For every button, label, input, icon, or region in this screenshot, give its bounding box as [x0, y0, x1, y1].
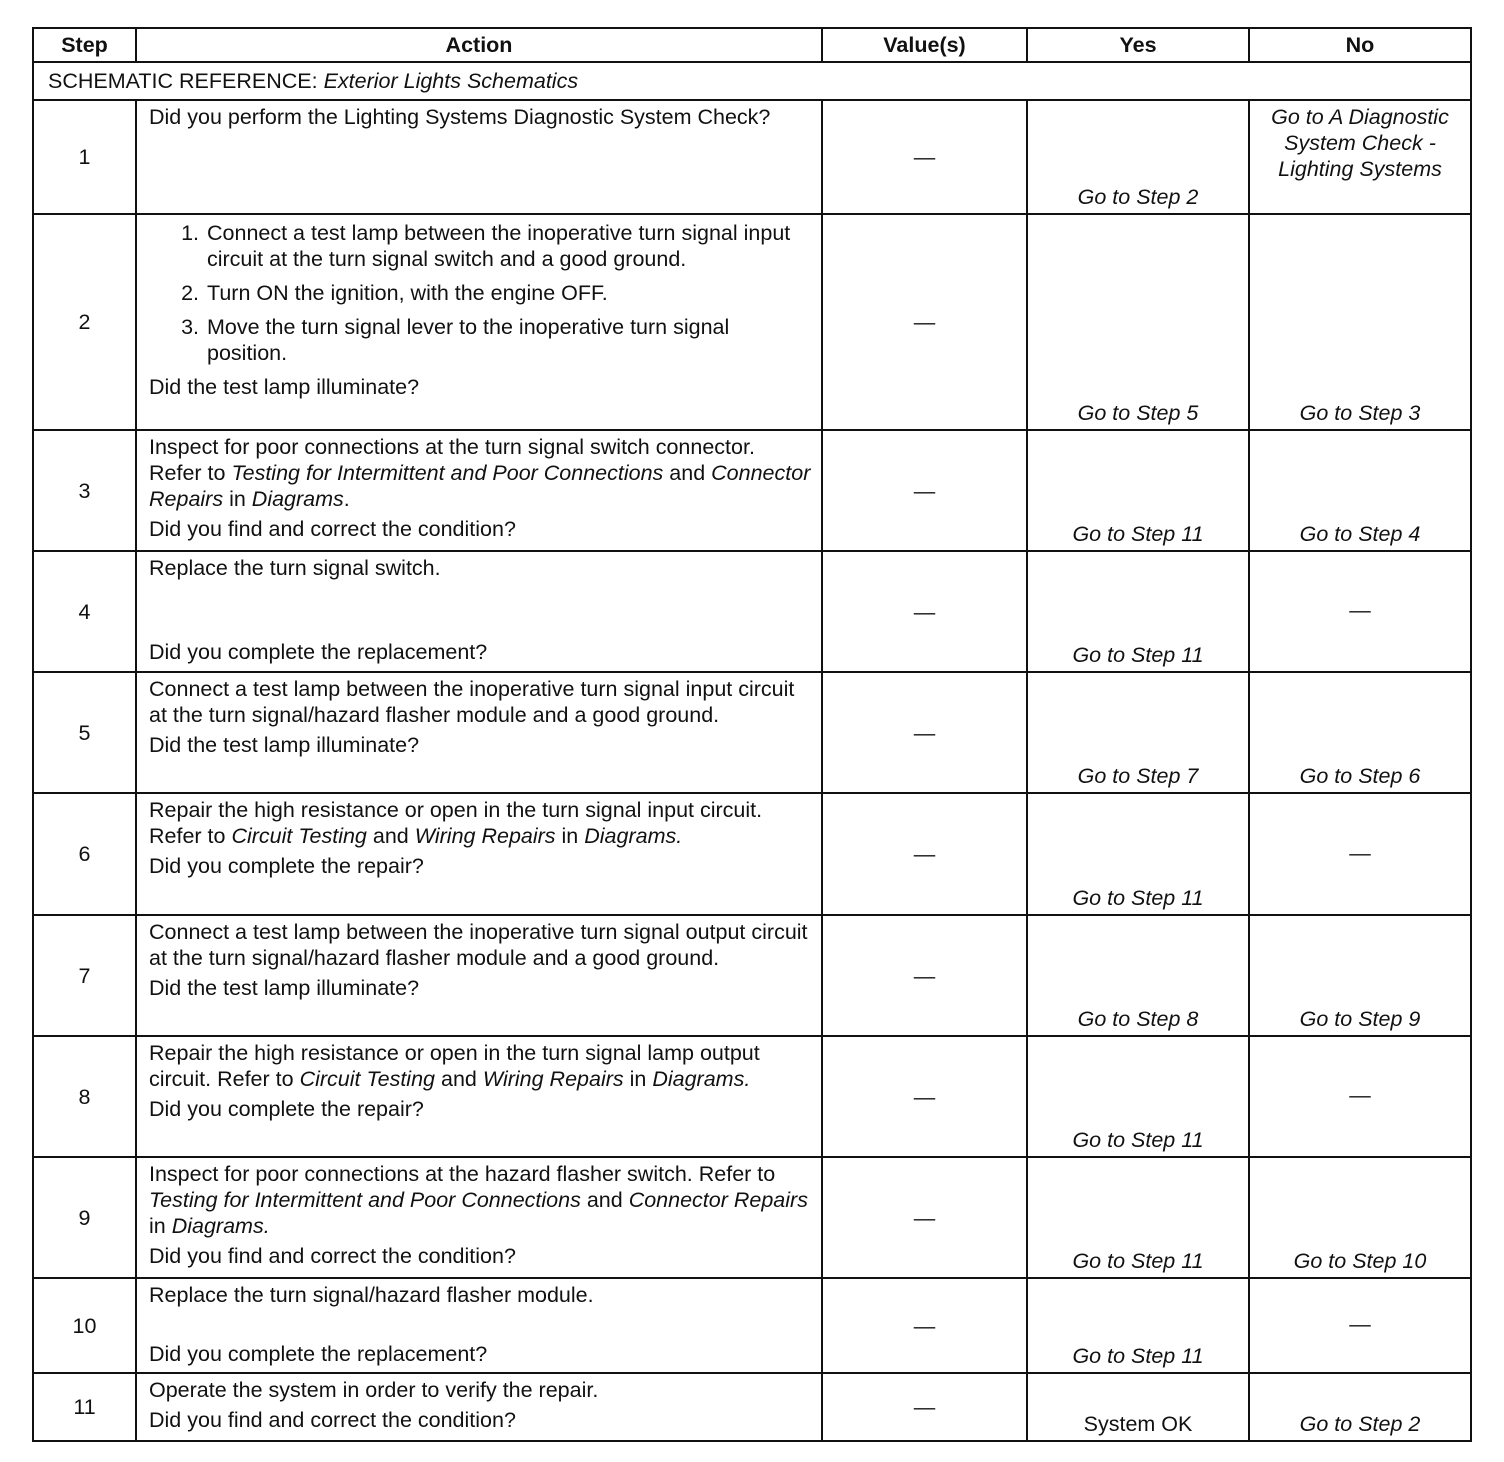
yes-cell: Go to Step 11 — [1027, 430, 1249, 551]
step-number: 4 — [33, 551, 136, 672]
step-number: 7 — [33, 915, 136, 1036]
yes-cell: Go to Step 8 — [1027, 915, 1249, 1036]
table-row — [33, 1373, 1471, 1441]
yes-cell: Go to Step 11 — [1027, 1157, 1249, 1278]
action-text: Did you perform the Lighting Systems Diagnostic System Check? — [149, 105, 771, 129]
header-step: Step — [33, 28, 136, 62]
value-cell: — — [822, 551, 1027, 672]
step-number: 8 — [33, 1036, 136, 1157]
text-run: and — [440, 1067, 477, 1091]
step-number: 11 — [33, 1373, 136, 1441]
diagnostic-page — [32, 27, 1470, 1442]
document-reference: Diagrams. — [652, 1067, 751, 1091]
yes-cell: System OK — [1027, 1373, 1249, 1441]
no-cell: — — [1249, 1036, 1471, 1157]
value-cell: — — [822, 1036, 1027, 1157]
diagnostic-table — [32, 27, 1472, 1442]
text-run: and — [586, 1188, 623, 1212]
text-run: and — [372, 824, 409, 848]
document-reference: Testing for Intermittent and Poor Connections — [231, 461, 664, 485]
action-text: Connect a test lamp between the inoperative turn signal input circuit at the turn signal/hazard flasher module and a good ground. — [149, 677, 795, 727]
document-reference: Diagrams. — [584, 824, 683, 848]
table-row — [33, 551, 1471, 672]
text-run: Repair the high resistance or open in the turn signal input circuit. Refer to — [149, 798, 763, 848]
action-question: Did you complete the repair? — [149, 854, 424, 878]
action-cell — [136, 1036, 822, 1157]
header-values: Value(s) — [822, 28, 1027, 62]
action-text — [149, 797, 811, 849]
action-cell — [136, 551, 822, 672]
action-cell — [136, 1278, 822, 1373]
text-run: in — [561, 824, 579, 848]
action-text — [149, 1040, 811, 1092]
text-run: and — [669, 461, 706, 485]
schematic-row — [33, 62, 1471, 100]
document-reference: Circuit Testing — [231, 824, 367, 848]
header-no: No — [1249, 28, 1471, 62]
text-run: . — [343, 487, 350, 511]
table-row — [33, 1278, 1471, 1373]
value-cell: — — [822, 100, 1027, 214]
header-yes: Yes — [1027, 28, 1249, 62]
table-row — [33, 1157, 1471, 1278]
yes-cell: Go to Step 11 — [1027, 793, 1249, 915]
action-cell — [136, 672, 822, 793]
document-reference: Wiring Repairs — [414, 824, 556, 848]
action-list-item: 1. Connect a test lamp between the inoperative turn signal input circuit at the turn signal switch and a good ground. — [205, 220, 811, 272]
value-cell: — — [822, 1157, 1027, 1278]
step-number: 6 — [33, 793, 136, 915]
document-reference: Diagrams. — [171, 1214, 270, 1238]
action-question: Did you find and correct the condition? — [149, 1244, 516, 1268]
action-question: Did you complete the repair? — [149, 1097, 424, 1121]
table-row — [33, 430, 1471, 551]
action-list — [149, 220, 811, 366]
value-cell: — — [822, 1373, 1027, 1441]
no-cell: Go to Step 4 — [1249, 430, 1471, 551]
yes-cell: Go to Step 5 — [1027, 214, 1249, 430]
document-reference: Circuit Testing — [299, 1067, 435, 1091]
yes-cell: Go to Step 11 — [1027, 1278, 1249, 1373]
value-cell: — — [822, 672, 1027, 793]
no-cell: Go to Step 6 — [1249, 672, 1471, 793]
text-run: Inspect for poor connections at the hazard flasher switch. Refer to — [149, 1162, 776, 1186]
table-row — [33, 100, 1471, 214]
yes-cell: Go to Step 11 — [1027, 1036, 1249, 1157]
schematic-link: Exterior Lights Schematics — [323, 69, 579, 93]
step-number: 5 — [33, 672, 136, 793]
value-cell: — — [822, 430, 1027, 551]
table-row — [33, 793, 1471, 915]
action-question: Did the test lamp illuminate? — [149, 733, 420, 757]
action-question: Did the test lamp illuminate? — [149, 375, 420, 399]
value-cell: — — [822, 915, 1027, 1036]
action-text — [149, 1161, 811, 1239]
step-number: 1 — [33, 100, 136, 214]
schematic-reference — [33, 62, 1471, 100]
action-text: Operate the system in order to verify the repair. — [149, 1378, 599, 1402]
value-cell: — — [822, 1278, 1027, 1373]
step-number: 9 — [33, 1157, 136, 1278]
step-number: 2 — [33, 214, 136, 430]
text-run: in — [629, 1067, 647, 1091]
action-cell — [136, 100, 822, 214]
action-cell — [136, 430, 822, 551]
action-text — [149, 434, 811, 512]
action-cell — [136, 915, 822, 1036]
no-cell: — — [1249, 551, 1471, 672]
action-cell — [136, 214, 822, 430]
schematic-prefix: SCHEMATIC REFERENCE: — [48, 69, 318, 93]
action-cell — [136, 1157, 822, 1278]
no-cell: — — [1249, 1278, 1471, 1373]
document-reference: Testing for Intermittent and Poor Connections — [149, 1188, 581, 1212]
action-text: Replace the turn signal switch. — [149, 556, 441, 580]
text-run: Repair the high resistance or open in the turn signal lamp output circuit. Refer to — [149, 1041, 760, 1091]
no-cell — [1249, 100, 1471, 214]
step-number: 10 — [33, 1278, 136, 1373]
no-cell: — — [1249, 793, 1471, 915]
action-text: Replace the turn signal/hazard flasher module. — [149, 1283, 594, 1307]
text-run: in — [149, 1214, 166, 1238]
action-list-item: 3. Move the turn signal lever to the inoperative turn signal position. — [205, 314, 811, 366]
action-list-item: 2. Turn ON the ignition, with the engine OFF. — [205, 280, 811, 306]
no-reference: A Diagnostic System Check - Lighting Systems — [1278, 105, 1449, 181]
yes-cell: Go to Step 7 — [1027, 672, 1249, 793]
yes-cell: Go to Step 11 — [1027, 551, 1249, 672]
document-reference: Connector Repairs — [149, 461, 811, 511]
action-question: Did the test lamp illuminate? — [149, 976, 420, 1000]
action-question: Did you complete the replacement? — [149, 1342, 488, 1366]
table-row — [33, 214, 1471, 430]
action-cell — [136, 1373, 822, 1441]
table-row — [33, 672, 1471, 793]
action-text: Connect a test lamp between the inoperative turn signal output circuit at the turn signal/hazard flasher module and a good ground. — [149, 920, 808, 970]
action-cell — [136, 793, 822, 915]
no-cell: Go to Step 2 — [1249, 1373, 1471, 1441]
step-number: 3 — [33, 430, 136, 551]
header-action: Action — [136, 28, 822, 62]
text-run: in — [229, 487, 246, 511]
action-question: Did you complete the replacement? — [149, 640, 488, 664]
document-reference: Diagrams — [251, 487, 344, 511]
action-question: Did you find and correct the condition? — [149, 517, 516, 541]
value-cell: — — [822, 214, 1027, 430]
text-run: Inspect for poor connections at the turn signal switch connector. Refer to — [149, 435, 755, 485]
no-prefix: Go to — [1271, 105, 1324, 129]
no-cell: Go to Step 10 — [1249, 1157, 1471, 1278]
table-row — [33, 1036, 1471, 1157]
table-row — [33, 915, 1471, 1036]
document-reference: Connector Repairs — [628, 1188, 808, 1212]
no-cell: Go to Step 9 — [1249, 915, 1471, 1036]
action-question: Did you find and correct the condition? — [149, 1408, 516, 1432]
no-cell: Go to Step 3 — [1249, 214, 1471, 430]
document-reference: Wiring Repairs — [482, 1067, 624, 1091]
yes-cell: Go to Step 2 — [1027, 100, 1249, 214]
value-cell: — — [822, 793, 1027, 915]
header-row — [33, 28, 1471, 62]
